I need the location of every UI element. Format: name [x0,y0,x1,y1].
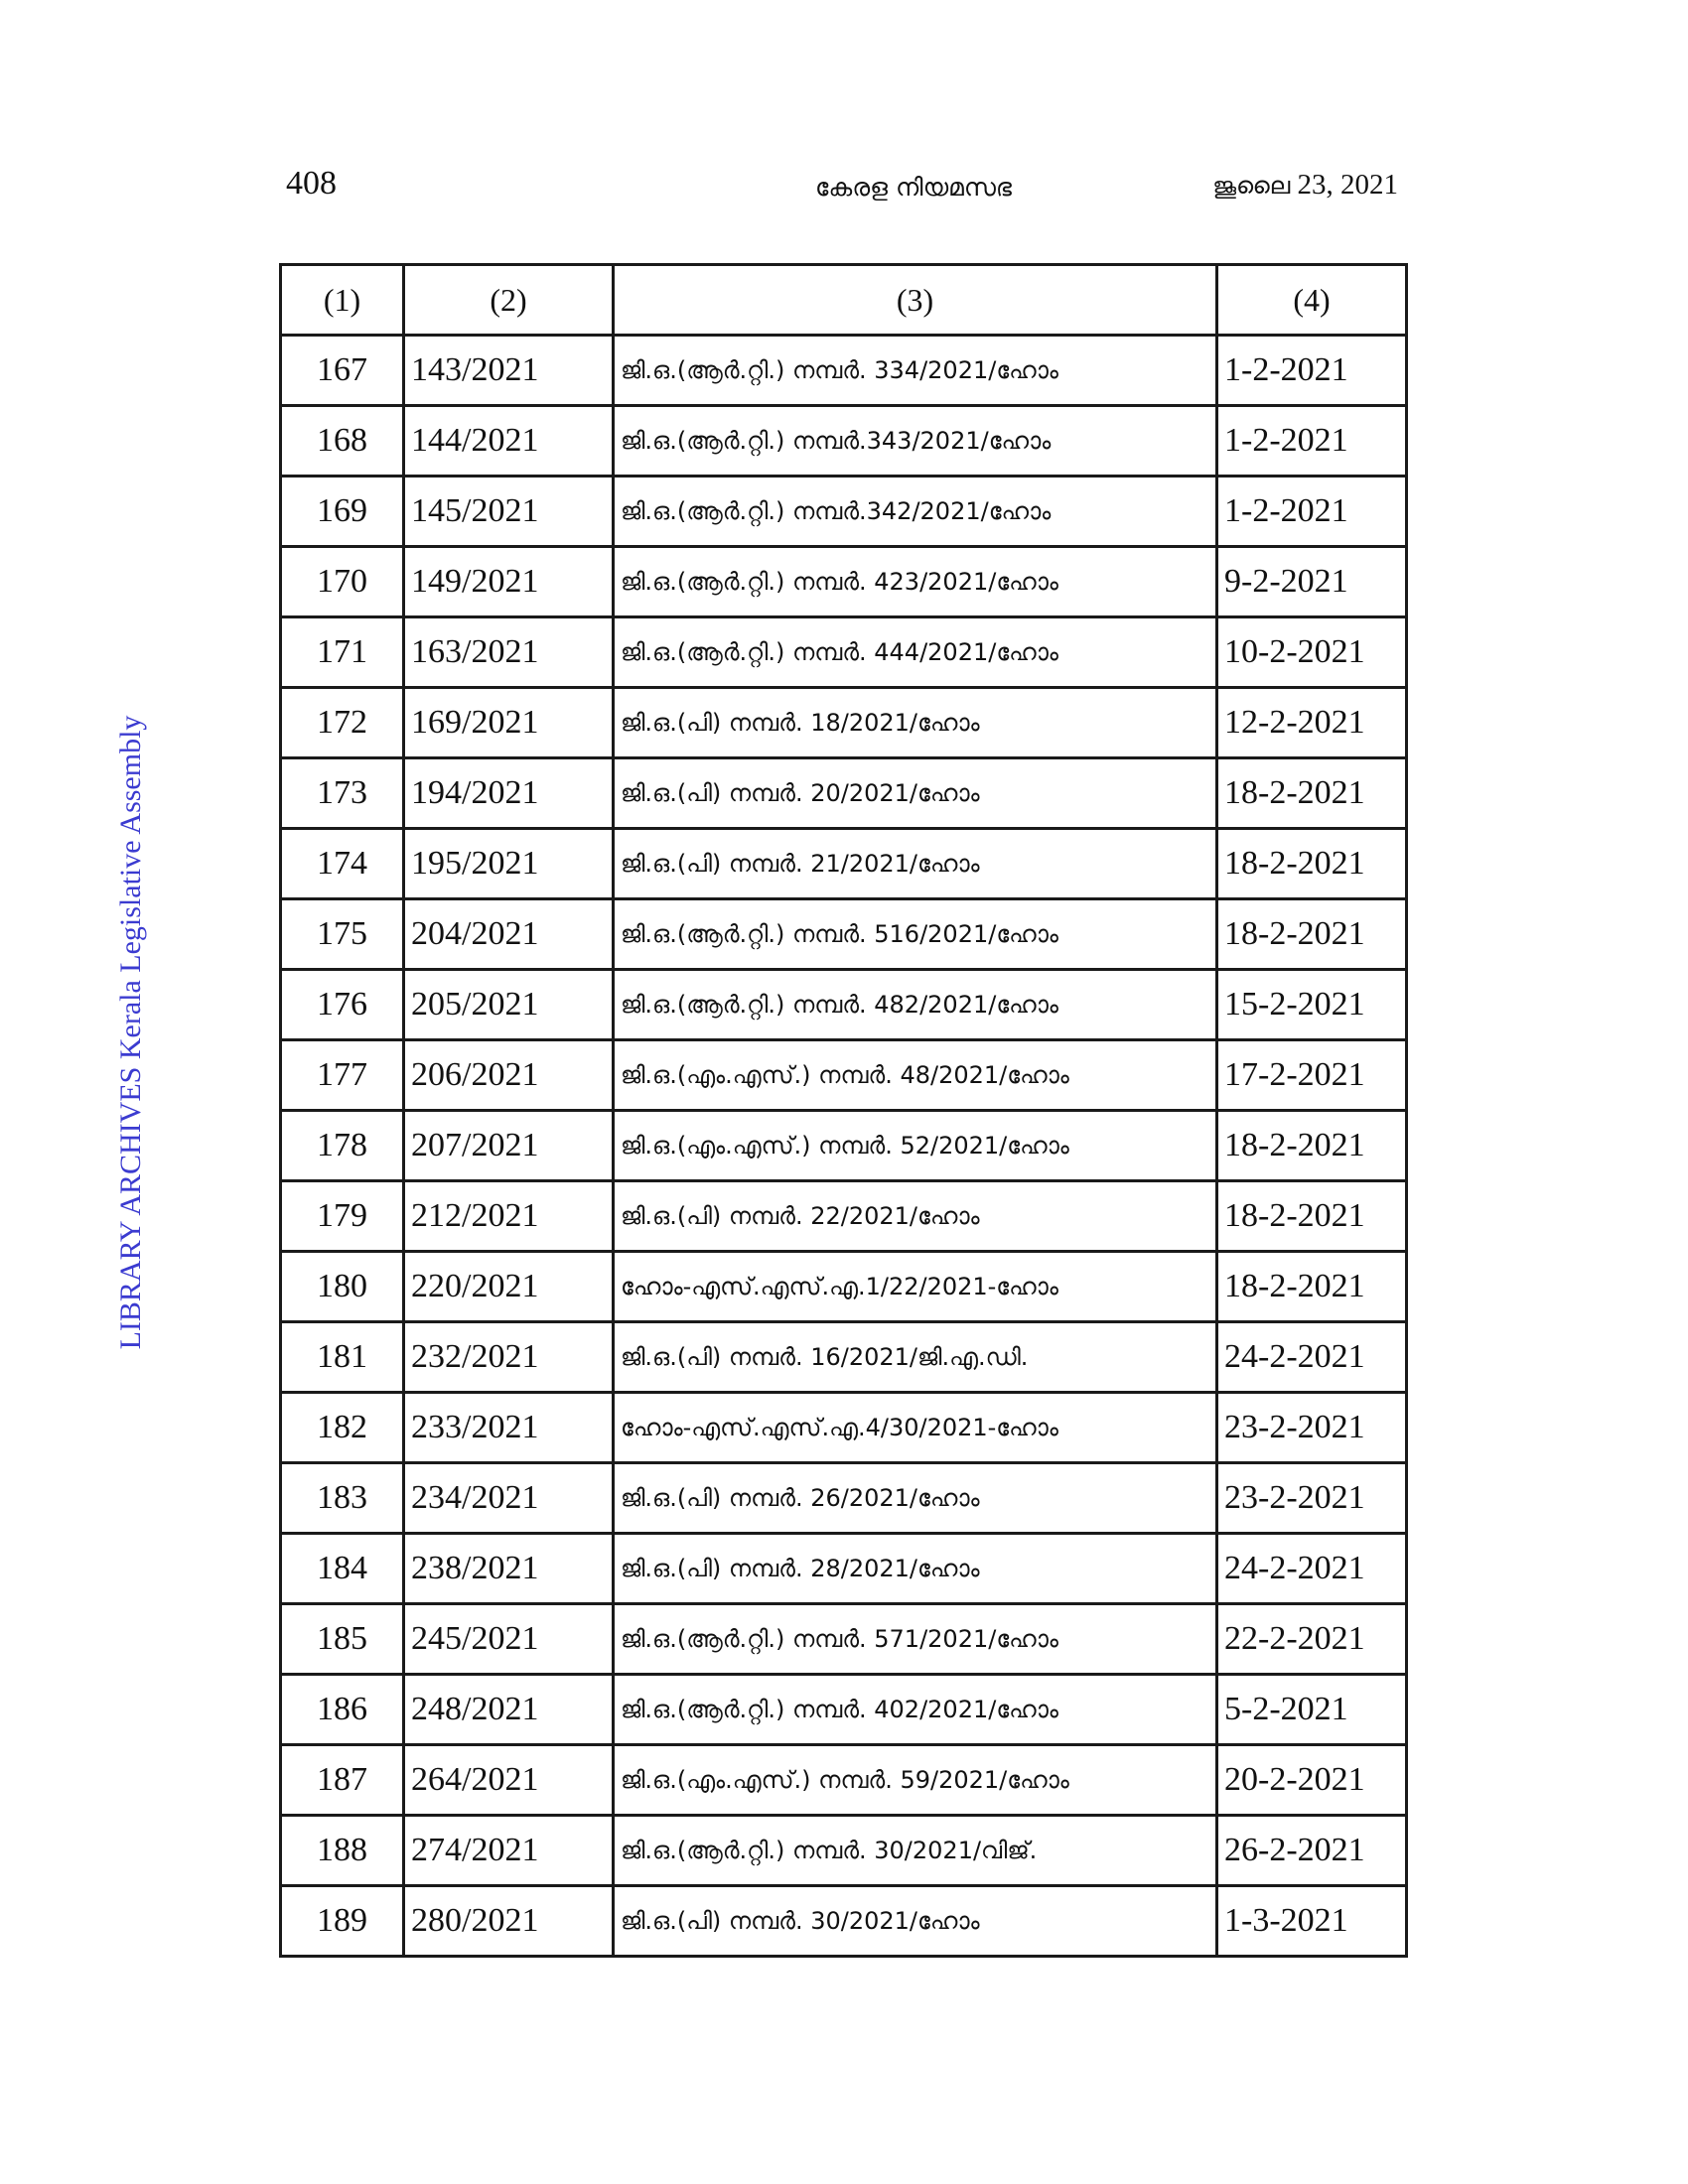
reference-number-cell: 245/2021 [404,1604,614,1675]
serial-number-cell: 171 [281,617,404,688]
order-number-cell: ജി.ഒ.(എം.എസ്.) നമ്പർ. 48/2021/ഹോം [614,1040,1217,1111]
serial-number-cell: 172 [281,688,404,758]
orders-table [279,263,1408,1958]
table-row [281,899,1407,970]
header-date-rest: 23, 2021 [1290,169,1398,201]
table-row [281,1604,1407,1675]
order-number-cell: ജി.ഒ.(ആർ.റ്റി.) നമ്പർ. 571/2021/ഹോം [614,1604,1217,1675]
order-number-cell: ജി.ഒ.(പി) നമ്പർ. 28/2021/ഹോം [614,1534,1217,1604]
reference-number-cell: 280/2021 [404,1886,614,1957]
order-number-cell: ജി.ഒ.(പി) നമ്പർ. 20/2021/ഹോം [614,758,1217,829]
serial-number-cell: 184 [281,1534,404,1604]
date-cell: 18-2-2021 [1217,829,1407,899]
order-number-cell: ജി.ഒ.(ആർ.റ്റി.) നമ്പർ. 444/2021/ഹോം [614,617,1217,688]
date-cell: 22-2-2021 [1217,1604,1407,1675]
date-cell: 1-2-2021 [1217,336,1407,406]
serial-number-cell: 185 [281,1604,404,1675]
side-watermark: LIBRARY ARCHIVES Kerala Legislative Assembly [114,715,147,1350]
reference-number-cell: 220/2021 [404,1252,614,1322]
date-cell: 18-2-2021 [1217,1252,1407,1322]
order-number-cell: ജി.ഒ.(ആർ.റ്റി.) നമ്പർ. 482/2021/ഹോം [614,970,1217,1040]
table-row [281,1252,1407,1322]
date-cell: 10-2-2021 [1217,617,1407,688]
order-number-cell: ഹോം-എസ്.എസ്.എ.4/30/2021-ഹോം [614,1393,1217,1463]
serial-number-cell: 187 [281,1745,404,1816]
table-row [281,758,1407,829]
order-number-cell: ജി.ഒ.(ആർ.റ്റി.) നമ്പർ. 30/2021/വിജ്. [614,1816,1217,1886]
reference-number-cell: 212/2021 [404,1181,614,1252]
table-row [281,1463,1407,1534]
order-number-cell: ജി.ഒ.(പി) നമ്പർ. 18/2021/ഹോം [614,688,1217,758]
reference-number-cell: 149/2021 [404,547,614,617]
page-number: 408 [286,165,337,202]
serial-number-cell: 167 [281,336,404,406]
serial-number-cell: 176 [281,970,404,1040]
date-cell: 26-2-2021 [1217,1816,1407,1886]
table-row [281,1534,1407,1604]
column-header-4: (4) [1217,265,1407,336]
table-row [281,970,1407,1040]
date-cell: 23-2-2021 [1217,1463,1407,1534]
column-header-2: (2) [404,265,614,336]
serial-number-cell: 175 [281,899,404,970]
date-cell: 23-2-2021 [1217,1393,1407,1463]
reference-number-cell: 145/2021 [404,477,614,547]
serial-number-cell: 170 [281,547,404,617]
order-number-cell: ജി.ഒ.(ആർ.റ്റി.) നമ്പർ.342/2021/ഹോം [614,477,1217,547]
date-cell: 24-2-2021 [1217,1534,1407,1604]
date-cell: 18-2-2021 [1217,899,1407,970]
order-number-cell: ജി.ഒ.(പി) നമ്പർ. 21/2021/ഹോം [614,829,1217,899]
reference-number-cell: 232/2021 [404,1322,614,1393]
header-date-month: ജൂലൈ [1212,172,1291,200]
table-body [281,336,1407,1957]
reference-number-cell: 274/2021 [404,1816,614,1886]
order-number-cell: ജി.ഒ.(പി) നമ്പർ. 26/2021/ഹോം [614,1463,1217,1534]
reference-number-cell: 169/2021 [404,688,614,758]
page-header-title: കേരള നിയമസഭ [815,173,1012,202]
reference-number-cell: 144/2021 [404,406,614,477]
reference-number-cell: 195/2021 [404,829,614,899]
table-row [281,477,1407,547]
order-number-cell: ജി.ഒ.(എം.എസ്.) നമ്പർ. 52/2021/ഹോം [614,1111,1217,1181]
reference-number-cell: 264/2021 [404,1745,614,1816]
serial-number-cell: 178 [281,1111,404,1181]
reference-number-cell: 194/2021 [404,758,614,829]
reference-number-cell: 233/2021 [404,1393,614,1463]
date-cell: 15-2-2021 [1217,970,1407,1040]
table-row [281,829,1407,899]
serial-number-cell: 179 [281,1181,404,1252]
table-row [281,1675,1407,1745]
table-row [281,1322,1407,1393]
serial-number-cell: 186 [281,1675,404,1745]
table-row [281,547,1407,617]
date-cell: 18-2-2021 [1217,1181,1407,1252]
serial-number-cell: 168 [281,406,404,477]
table-row [281,1886,1407,1957]
table-row [281,1040,1407,1111]
order-number-cell: ജി.ഒ.(എം.എസ്.) നമ്പർ. 59/2021/ഹോം [614,1745,1217,1816]
date-cell: 17-2-2021 [1217,1040,1407,1111]
table-header-row [281,265,1407,336]
order-number-cell: ജി.ഒ.(പി) നമ്പർ. 30/2021/ഹോം [614,1886,1217,1957]
reference-number-cell: 207/2021 [404,1111,614,1181]
serial-number-cell: 173 [281,758,404,829]
table-row [281,1745,1407,1816]
table-row [281,1111,1407,1181]
order-number-cell: ജി.ഒ.(ആർ.റ്റി.) നമ്പർ. 334/2021/ഹോം [614,336,1217,406]
reference-number-cell: 163/2021 [404,617,614,688]
date-cell: 1-3-2021 [1217,1886,1407,1957]
date-cell: 12-2-2021 [1217,688,1407,758]
reference-number-cell: 234/2021 [404,1463,614,1534]
order-number-cell: ജി.ഒ.(ആർ.റ്റി.) നമ്പർ.343/2021/ഹോം [614,406,1217,477]
serial-number-cell: 189 [281,1886,404,1957]
serial-number-cell: 183 [281,1463,404,1534]
date-cell: 18-2-2021 [1217,758,1407,829]
table-row [281,617,1407,688]
table-row [281,1816,1407,1886]
date-cell: 5-2-2021 [1217,1675,1407,1745]
table-row [281,406,1407,477]
order-number-cell: ജി.ഒ.(ആർ.റ്റി.) നമ്പർ. 423/2021/ഹോം [614,547,1217,617]
reference-number-cell: 205/2021 [404,970,614,1040]
serial-number-cell: 181 [281,1322,404,1393]
date-cell: 18-2-2021 [1217,1111,1407,1181]
order-number-cell: ജി.ഒ.(പി) നമ്പർ. 22/2021/ഹോം [614,1181,1217,1252]
order-number-cell: ജി.ഒ.(ആർ.റ്റി.) നമ്പർ. 402/2021/ഹോം [614,1675,1217,1745]
date-cell: 1-2-2021 [1217,406,1407,477]
date-cell: 24-2-2021 [1217,1322,1407,1393]
serial-number-cell: 188 [281,1816,404,1886]
table-row [281,336,1407,406]
reference-number-cell: 206/2021 [404,1040,614,1111]
order-number-cell: ഹോം-എസ്.എസ്.എ.1/22/2021-ഹോം [614,1252,1217,1322]
order-number-cell: ജി.ഒ.(ആർ.റ്റി.) നമ്പർ. 516/2021/ഹോം [614,899,1217,970]
order-number-cell: ജി.ഒ.(പി) നമ്പർ. 16/2021/ജി.എ.ഡി. [614,1322,1217,1393]
date-cell: 20-2-2021 [1217,1745,1407,1816]
table-row [281,1393,1407,1463]
serial-number-cell: 182 [281,1393,404,1463]
reference-number-cell: 143/2021 [404,336,614,406]
table-row [281,688,1407,758]
reference-number-cell: 248/2021 [404,1675,614,1745]
column-header-1: (1) [281,265,404,336]
table-row [281,1181,1407,1252]
serial-number-cell: 177 [281,1040,404,1111]
date-cell: 9-2-2021 [1217,547,1407,617]
reference-number-cell: 204/2021 [404,899,614,970]
serial-number-cell: 169 [281,477,404,547]
column-header-3: (3) [614,265,1217,336]
serial-number-cell: 180 [281,1252,404,1322]
reference-number-cell: 238/2021 [404,1534,614,1604]
page-header-date [1142,169,1398,202]
serial-number-cell: 174 [281,829,404,899]
date-cell: 1-2-2021 [1217,477,1407,547]
